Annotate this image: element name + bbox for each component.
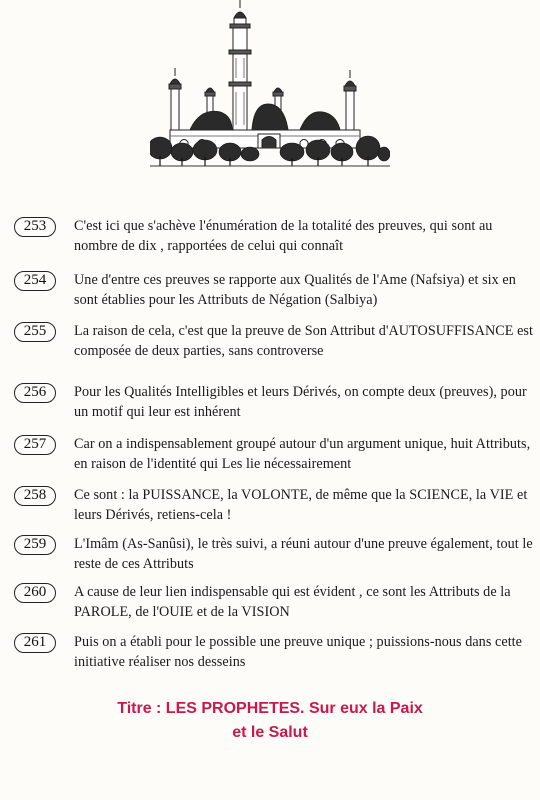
verse-number-badge: 253 <box>14 217 56 237</box>
verse-number-badge: 259 <box>14 535 56 555</box>
verse-number-badge: 261 <box>14 633 56 653</box>
verse-number-badge: 256 <box>14 383 56 403</box>
verse-text: C'est ici que s'achève l'énumération de la totalité des preuves, qui sont au nombre de dix , rapportées de celui qui connaît <box>74 218 493 254</box>
verse-number-badge: 254 <box>14 271 56 291</box>
verse-text: L'Imâm (As-Sanûsi), le très suivi, a réuni autour d'une preuve également, tout le reste de ces Attributs <box>74 536 533 572</box>
verse-text: Car on a indispensablement groupé autour d'un argument unique, huit Attributs, en raison de l'identité qui Les lie nécessairement <box>74 436 531 472</box>
verse-text: Puis on a établi pour le possible une preuve unique ; puissions-nous dans cette initiative réaliser nos desseins <box>74 634 523 670</box>
verse-text: Pour les Qualités Intelligibles et leurs Dérivés, on compte deux (preuves), pour un motif qui leur est inhérent <box>74 384 527 420</box>
verse-text: A cause de leur lien indispensable qui est évident , ce sont les Attributs de la PAROLE, de l'OUIE et de la VISION <box>74 584 511 620</box>
verse-text: Une d'entre ces preuves se rapporte aux Qualités de l'Ame (Nafsiya) et six en sont établies pour les Attributs de Négation (Salbiya) <box>74 272 516 308</box>
verse-number-badge: 255 <box>14 322 56 342</box>
mosque-illustration <box>150 0 390 175</box>
verse-number-badge: 260 <box>14 583 56 603</box>
verse-number-badge: 258 <box>14 486 56 506</box>
section-title-line-1: Titre : LES PROPHETES. Sur eux la Paix <box>117 700 423 717</box>
verse-number-badge: 257 <box>14 435 56 455</box>
verse-text: La raison de cela, c'est que la preuve de Son Attribut d'AUTOSUFFISANCE est composée de deux parties, sans controverse <box>74 323 533 359</box>
verse-text: Ce sont : la PUISSANCE, la VOLONTE, de même que la SCIENCE, la VIE et leurs Dérivés, retiens-cela ! <box>74 487 528 523</box>
section-title-line-2: et le Salut <box>232 724 308 741</box>
section-title <box>0 697 540 745</box>
